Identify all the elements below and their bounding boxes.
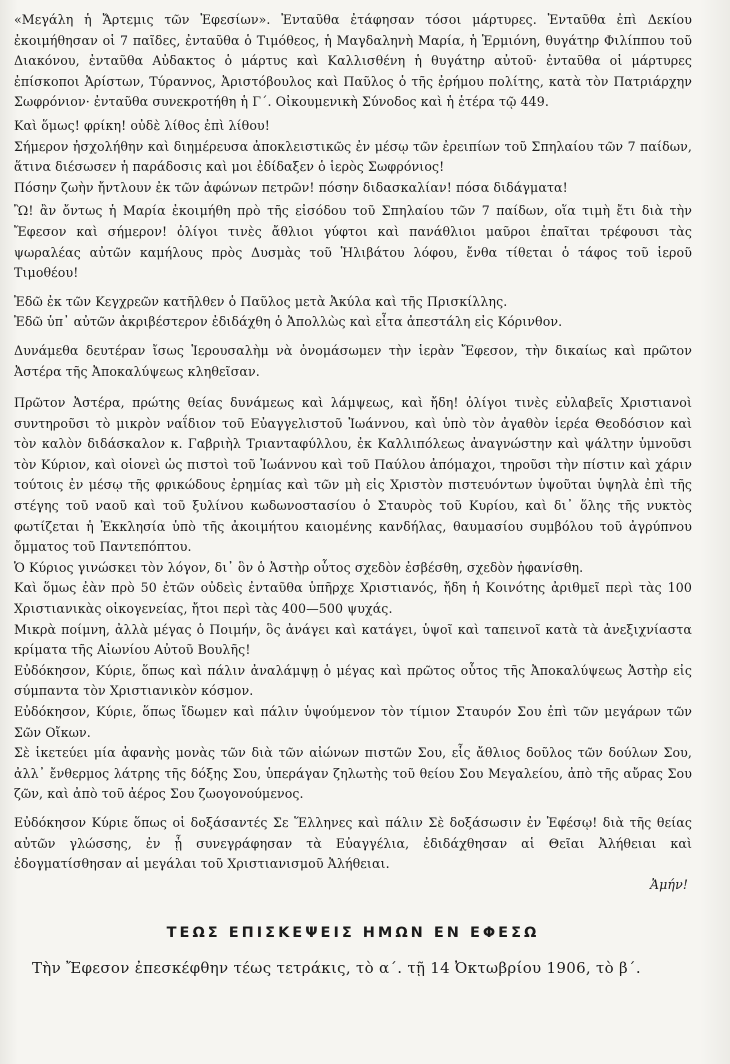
paragraph-prayer-1: Εὐδόκησον, Κύριε, ὅπως καὶ πάλιν ἀναλάμψῃ ὁ μέγας καὶ πρῶτος οὗτος τῆς Ἀποκαλύψεως Ἀστὴρ εἰς σύμπαντα τὸν Χριστιανικὸν κόσμον. (14, 662, 692, 699)
paragraph-exclamation: Καὶ ὅμως! φρίκη! οὐδὲ λίθος ἐπὶ λίθου! (14, 117, 270, 133)
section-heading: ΤΕΩΣ ΕΠΙΣΚΕΨΕΙΣ ΗΜΩΝ ΕΝ ΕΦΕΣΩ (166, 925, 540, 942)
paragraph-stones: Πόσην ζωὴν ἤντλουν ἐκ τῶν ἀφώνων πετρῶν! πόσην διδασκαλίαν! πόσα διδάγματα! (14, 179, 568, 195)
paragraph-first-star: Πρῶτον Ἀστέρα, πρώτης θείας δυνάμεως καὶ λάμψεως, καὶ ἤδη! ὀλίγοι τινὲς εὐλαβεῖς Χριστιανοὶ συντηροῦσι τὸ μικρὸν ναΐδιον τοῦ Εὐαγγελιστοῦ Ἰωάννου, καὶ ὑπὸ τὸν ἀγαθὸν ἱερέα Θεοδόσιον καὶ τὸν καλὸν διδάσκαλον κ. Γαβριὴλ Τριανταφύλλου, ἐκ Καλλιπόλεως ἀναγνώστην καὶ ψάλτην ὑμνοῦσι τὸν Κύριον, καὶ οἱονεὶ ὡς πιστοὶ τοῦ Ἰωάννου καὶ τοῦ Παύλου ἀπόμαχοι, τηροῦσι τὴν πίστιν καὶ χάριν τούτοις ἐν μέσῳ τῆς φρικώδους ἐρημίας καὶ τῶν μὴ εἰς Χριστὸν πιστευόντων ὑψοῦται ὑψηλὰ ἐπὶ τῆς στέγης τοῦ ναοῦ καὶ τοῦ ξυλίνου κωδωνοστασίου ὁ Σταυρὸς τοῦ Κυρίου, καὶ δι᾽ ὅλης τῆς νυκτὸς φωτίζεται ἡ Ἐκκλησία ὑπὸ τῆς ἀκοιμήτου καιομένης κανδήλας, θαυμασίου συμβόλου τοῦ ἀγρύπνου ὄμματος τοῦ Παντεπόπτου. (14, 395, 692, 555)
paragraph-jerusalem: Δυνάμεθα δευτέραν ἴσως Ἱερουσαλὴμ νὰ ὀνομάσωμεν τὴν ἱερὰν Ἔφεσον, τὴν δικαίως καὶ πρῶτον Ἀστέρα τῆς Ἀποκαλύψεως κληθεῖσαν. (14, 342, 692, 379)
closing-line: Τὴν Ἔφεσον ἐπεσκέφθην τέως τετράκις, τὸ α´. τῇ 14 Ὀκτωβρίου 1906, τὸ β´. (32, 959, 641, 978)
paragraph-lord-knows: Ὁ Κύριος γινώσκει τὸν λόγον, δι᾽ ὃν ὁ Ἀστὴρ οὗτος σχεδὸν ἐσβέσθη, σχεδὸν ἠφανίσθη. (14, 559, 584, 575)
paragraph-supplication: Σὲ ἱκετεύει μία ἀφανὴς μονὰς τῶν διὰ τῶν αἰώνων πιστῶν Σου, εἷς ἄθλιος δοῦλος τῶν δούλων Σου, ἀλλ᾽ ἔνθερμος λάτρης τῆς δόξης Σου, ὑπεράγαν ζηλωτὴς τοῦ θείου Σου Μεγαλείου, ἀπὸ τῆς αὔρας Σου ζῶν, καὶ ἀπὸ τοῦ ἀέρος Σου ζωογονούμενος. (14, 745, 692, 802)
paragraph-community: Καὶ ὅμως ἐὰν πρὸ 50 ἐτῶν οὐδεὶς ἐνταῦθα ὑπῆρχε Χριστιανός, ἤδη ἡ Κοινότης ἀριθμεῖ περὶ τὰς 100 Χριστιανικὰς οἰκογενείας, ἤτοι περὶ τὰς 400—500 ψυχάς. (14, 580, 692, 617)
paragraph-paul: Ἐδῶ ἐκ τῶν Κεγχρεῶν κατῆλθεν ὁ Παῦλος μετὰ Ἀκύλα καὶ τῆς Πρισκίλλης. (14, 293, 508, 309)
paragraph-cave-ruins: Σήμερον ἠσχολήθην καὶ διημέρευσα ἀποκλειστικῶς ἐν μέσῳ τῶν ἐρειπίων τοῦ Σπηλαίου τῶν 7 παίδων, ἅτινα διέσωσεν ἡ παράδοσις καὶ μοι ἐδίδαξεν ὁ ἱερὸς Σωφρόνιος! (14, 138, 692, 175)
paragraph-apollos: Ἐδῶ ὑπ᾽ αὐτῶν ἀκριβέστερον ἐδιδάχθη ὁ Ἀπολλὼς καὶ εἶτα ἀπεστάλη εἰς Κόρινθον. (14, 314, 563, 330)
paragraph-prayer-3: Εὐδόκησον Κύριε ὅπως οἱ δοξάσαντές Σε Ἕλληνες καὶ πάλιν Σὲ δοξάσωσιν ἐν Ἐφέσῳ! διὰ τῆς θείας αὐτῶν γλώσσης, ἐν ᾗ συνεγράφησαν τὰ Εὐαγγέλια, ἐδιδάχθησαν αἱ Θεῖαι Ἀλήθειαι καὶ ἐδογματίσθησαν αἱ μεγάλαι τοῦ Χριστιανισμοῦ Ἀλήθειαι. (14, 814, 692, 872)
amen-text: Ἀμήν! (649, 876, 688, 892)
paragraph-mary: Ὢ! ἂν ὄντως ἡ Μαρία ἐκοιμήθη πρὸ τῆς εἰσόδου τοῦ Σπηλαίου τῶν 7 παίδων, οἵα τιμὴ ἔτι διὰ τὴν Ἔφεσον καὶ σήμερον! ὀλίγοι τινὲς ἄθλιοι γύφτοι καὶ πανάθλιοι μαῦροι ἐπαῖται τρέφουσι τὰς ψωραλέας αὐτῶν καμήλους πρὸς Δυσμὰς τοῦ Ἡλιβάτου λόφου, ἔνθα τίθεται ὁ τάφος τοῦ ἱεροῦ Τιμοθέου! (14, 203, 692, 281)
paragraph-ephesus-martyrs: «Μεγάλη ἡ Ἄρτεμις τῶν Ἐφεσίων». Ἐνταῦθα ἐτάφησαν τόσοι μάρτυρες. Ἐνταῦθα ἐπὶ Δεκίου ἐκοιμήθησαν οἱ 7 παῖδες, ἐνταῦθα ὁ Τιμόθεος, ἡ Μαγδαληνὴ Μαρία, ἡ Ἑρμιόνη, θυγάτηρ Φιλίππου τοῦ Διακόνου, ἐνταῦθα Αὐδακτος ὁ μάρτυς καὶ Καλλισθένη ἡ θυγάτηρ αὐτοῦ· ἐνταῦθα οἱ μάρτυρες ἐπίσκοποι Ἀρίστων, Τύραννος, Ἀριστόβουλος καὶ Παῦλος ὁ τῆς ἐρήμου πολίτης, κατὰ τὸν Πατριάρχην Σωφρόνιον· ἐνταῦθα συνεκροτήθη ἡ Γ´. Οἰκουμενικὴ Σύνοδος καὶ ἡ ἑτέρα τῷ 449. (14, 12, 692, 110)
paragraph-small-flock: Μικρὰ ποίμνη, ἀλλὰ μέγας ὁ Ποιμήν, ὃς ἀνάγει καὶ κατάγει, ὑψοῖ καὶ ταπεινοῖ κατὰ τὰ ἀνεξιχνίαστα κρίματα τῆς Αἰωνίου Αὐτοῦ Βουλῆς! (14, 621, 692, 658)
paragraph-prayer-2: Εὐδόκησον, Κύριε, ὅπως ἴδωμεν καὶ πάλιν ὑψούμενον τὸν τίμιον Σταυρόν Σου ἐπὶ τῶν μεγάρων τῶν Σῶν Οἴκων. (14, 704, 692, 740)
